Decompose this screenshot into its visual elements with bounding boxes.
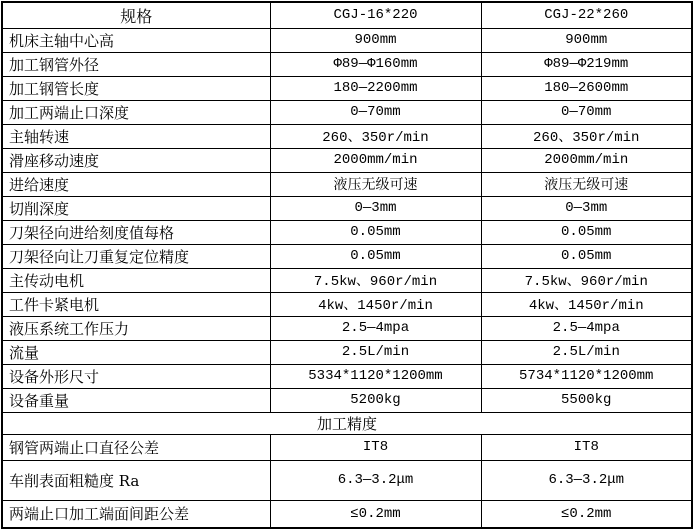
spec-value: Φ89—Φ160mm bbox=[270, 52, 481, 76]
spec-label: 加工两端止口深度 bbox=[2, 100, 270, 124]
spec-value: 5500kg bbox=[481, 388, 692, 412]
column-header-model-2: CGJ-22*260 bbox=[481, 2, 692, 28]
spec-label: 两端止口加工端面间距公差 bbox=[2, 500, 270, 528]
spec-label: 刀架径向让刀重复定位精度 bbox=[2, 244, 270, 268]
spec-value: 6.3—3.2μm bbox=[481, 460, 692, 500]
spec-value: 7.5kw、960r/min bbox=[270, 268, 481, 292]
spec-label: 刀架径向进给刻度值每格 bbox=[2, 220, 270, 244]
table-row bbox=[2, 434, 692, 460]
spec-label: 主轴转速 bbox=[2, 124, 270, 148]
spec-value: 0—3mm bbox=[270, 196, 481, 220]
spec-value: 0.05mm bbox=[481, 244, 692, 268]
spec-label: 进给速度 bbox=[2, 172, 270, 196]
spec-label: 滑座移动速度 bbox=[2, 148, 270, 172]
table-header-row bbox=[2, 2, 692, 28]
spec-label: 车削表面粗糙度 Ra bbox=[2, 460, 270, 500]
table-row bbox=[2, 364, 692, 388]
spec-value: 0.05mm bbox=[270, 220, 481, 244]
section-body bbox=[2, 412, 692, 434]
spec-value: 5334*1120*1200mm bbox=[270, 364, 481, 388]
spec-value: IT8 bbox=[270, 434, 481, 460]
spec-value: 0—3mm bbox=[481, 196, 692, 220]
table-row bbox=[2, 196, 692, 220]
spec-value: 0—70mm bbox=[481, 100, 692, 124]
table-row bbox=[2, 500, 692, 528]
spec-value: 0—70mm bbox=[270, 100, 481, 124]
spec-value: 2000mm/min bbox=[270, 148, 481, 172]
spec-label: 液压系统工作压力 bbox=[2, 316, 270, 340]
table-row bbox=[2, 28, 692, 52]
spec-label: 切削深度 bbox=[2, 196, 270, 220]
main-rows-body bbox=[2, 28, 692, 412]
spec-value: 180—2600mm bbox=[481, 76, 692, 100]
table-row bbox=[2, 292, 692, 316]
spec-label: 流量 bbox=[2, 340, 270, 364]
spec-label: 加工钢管外径 bbox=[2, 52, 270, 76]
table-row bbox=[2, 220, 692, 244]
table-row bbox=[2, 124, 692, 148]
spec-value: 5734*1120*1200mm bbox=[481, 364, 692, 388]
spec-label: 钢管两端止口直径公差 bbox=[2, 434, 270, 460]
spec-value: 2.5L/min bbox=[481, 340, 692, 364]
spec-value: 6.3—3.2μm bbox=[270, 460, 481, 500]
spec-value: 0.05mm bbox=[481, 220, 692, 244]
table-row bbox=[2, 148, 692, 172]
spec-value: 7.5kw、960r/min bbox=[481, 268, 692, 292]
spec-value: 2.5—4mpa bbox=[481, 316, 692, 340]
spec-label: 工件卡紧电机 bbox=[2, 292, 270, 316]
machine-spec-table bbox=[1, 1, 693, 529]
table-row bbox=[2, 244, 692, 268]
section-title-row bbox=[2, 412, 692, 434]
table-row bbox=[2, 172, 692, 196]
spec-label: 主传动电机 bbox=[2, 268, 270, 292]
table-row bbox=[2, 100, 692, 124]
precision-rows-body bbox=[2, 434, 692, 528]
spec-value: ≤0.2mm bbox=[481, 500, 692, 528]
spec-value: 0.05mm bbox=[270, 244, 481, 268]
spec-value: 5200kg bbox=[270, 388, 481, 412]
table-row bbox=[2, 268, 692, 292]
table-row bbox=[2, 388, 692, 412]
section-title: 加工精度 bbox=[2, 412, 692, 434]
spec-value: 2.5—4mpa bbox=[270, 316, 481, 340]
table-row bbox=[2, 316, 692, 340]
table-row bbox=[2, 52, 692, 76]
table-row bbox=[2, 340, 692, 364]
spec-value: ≤0.2mm bbox=[270, 500, 481, 528]
table-row bbox=[2, 460, 692, 500]
spec-value: 260、350r/min bbox=[481, 124, 692, 148]
spec-value: 液压无级可速 bbox=[270, 172, 481, 196]
spec-label: 机床主轴中心高 bbox=[2, 28, 270, 52]
spec-value: 2.5L/min bbox=[270, 340, 481, 364]
spec-value: 4kw、1450r/min bbox=[481, 292, 692, 316]
spec-value: 液压无级可速 bbox=[481, 172, 692, 196]
spec-label: 设备重量 bbox=[2, 388, 270, 412]
column-header-model-1: CGJ-16*220 bbox=[270, 2, 481, 28]
column-header-spec: 规格 bbox=[2, 2, 270, 28]
spec-value: IT8 bbox=[481, 434, 692, 460]
spec-value: 900mm bbox=[481, 28, 692, 52]
table-row bbox=[2, 76, 692, 100]
spec-value: 900mm bbox=[270, 28, 481, 52]
spec-label: 设备外形尺寸 bbox=[2, 364, 270, 388]
spec-value: Φ89—Φ219mm bbox=[481, 52, 692, 76]
spec-label: 加工钢管长度 bbox=[2, 76, 270, 100]
spec-value: 2000mm/min bbox=[481, 148, 692, 172]
spec-value: 180—2200mm bbox=[270, 76, 481, 100]
spec-value: 4kw、1450r/min bbox=[270, 292, 481, 316]
spec-value: 260、350r/min bbox=[270, 124, 481, 148]
